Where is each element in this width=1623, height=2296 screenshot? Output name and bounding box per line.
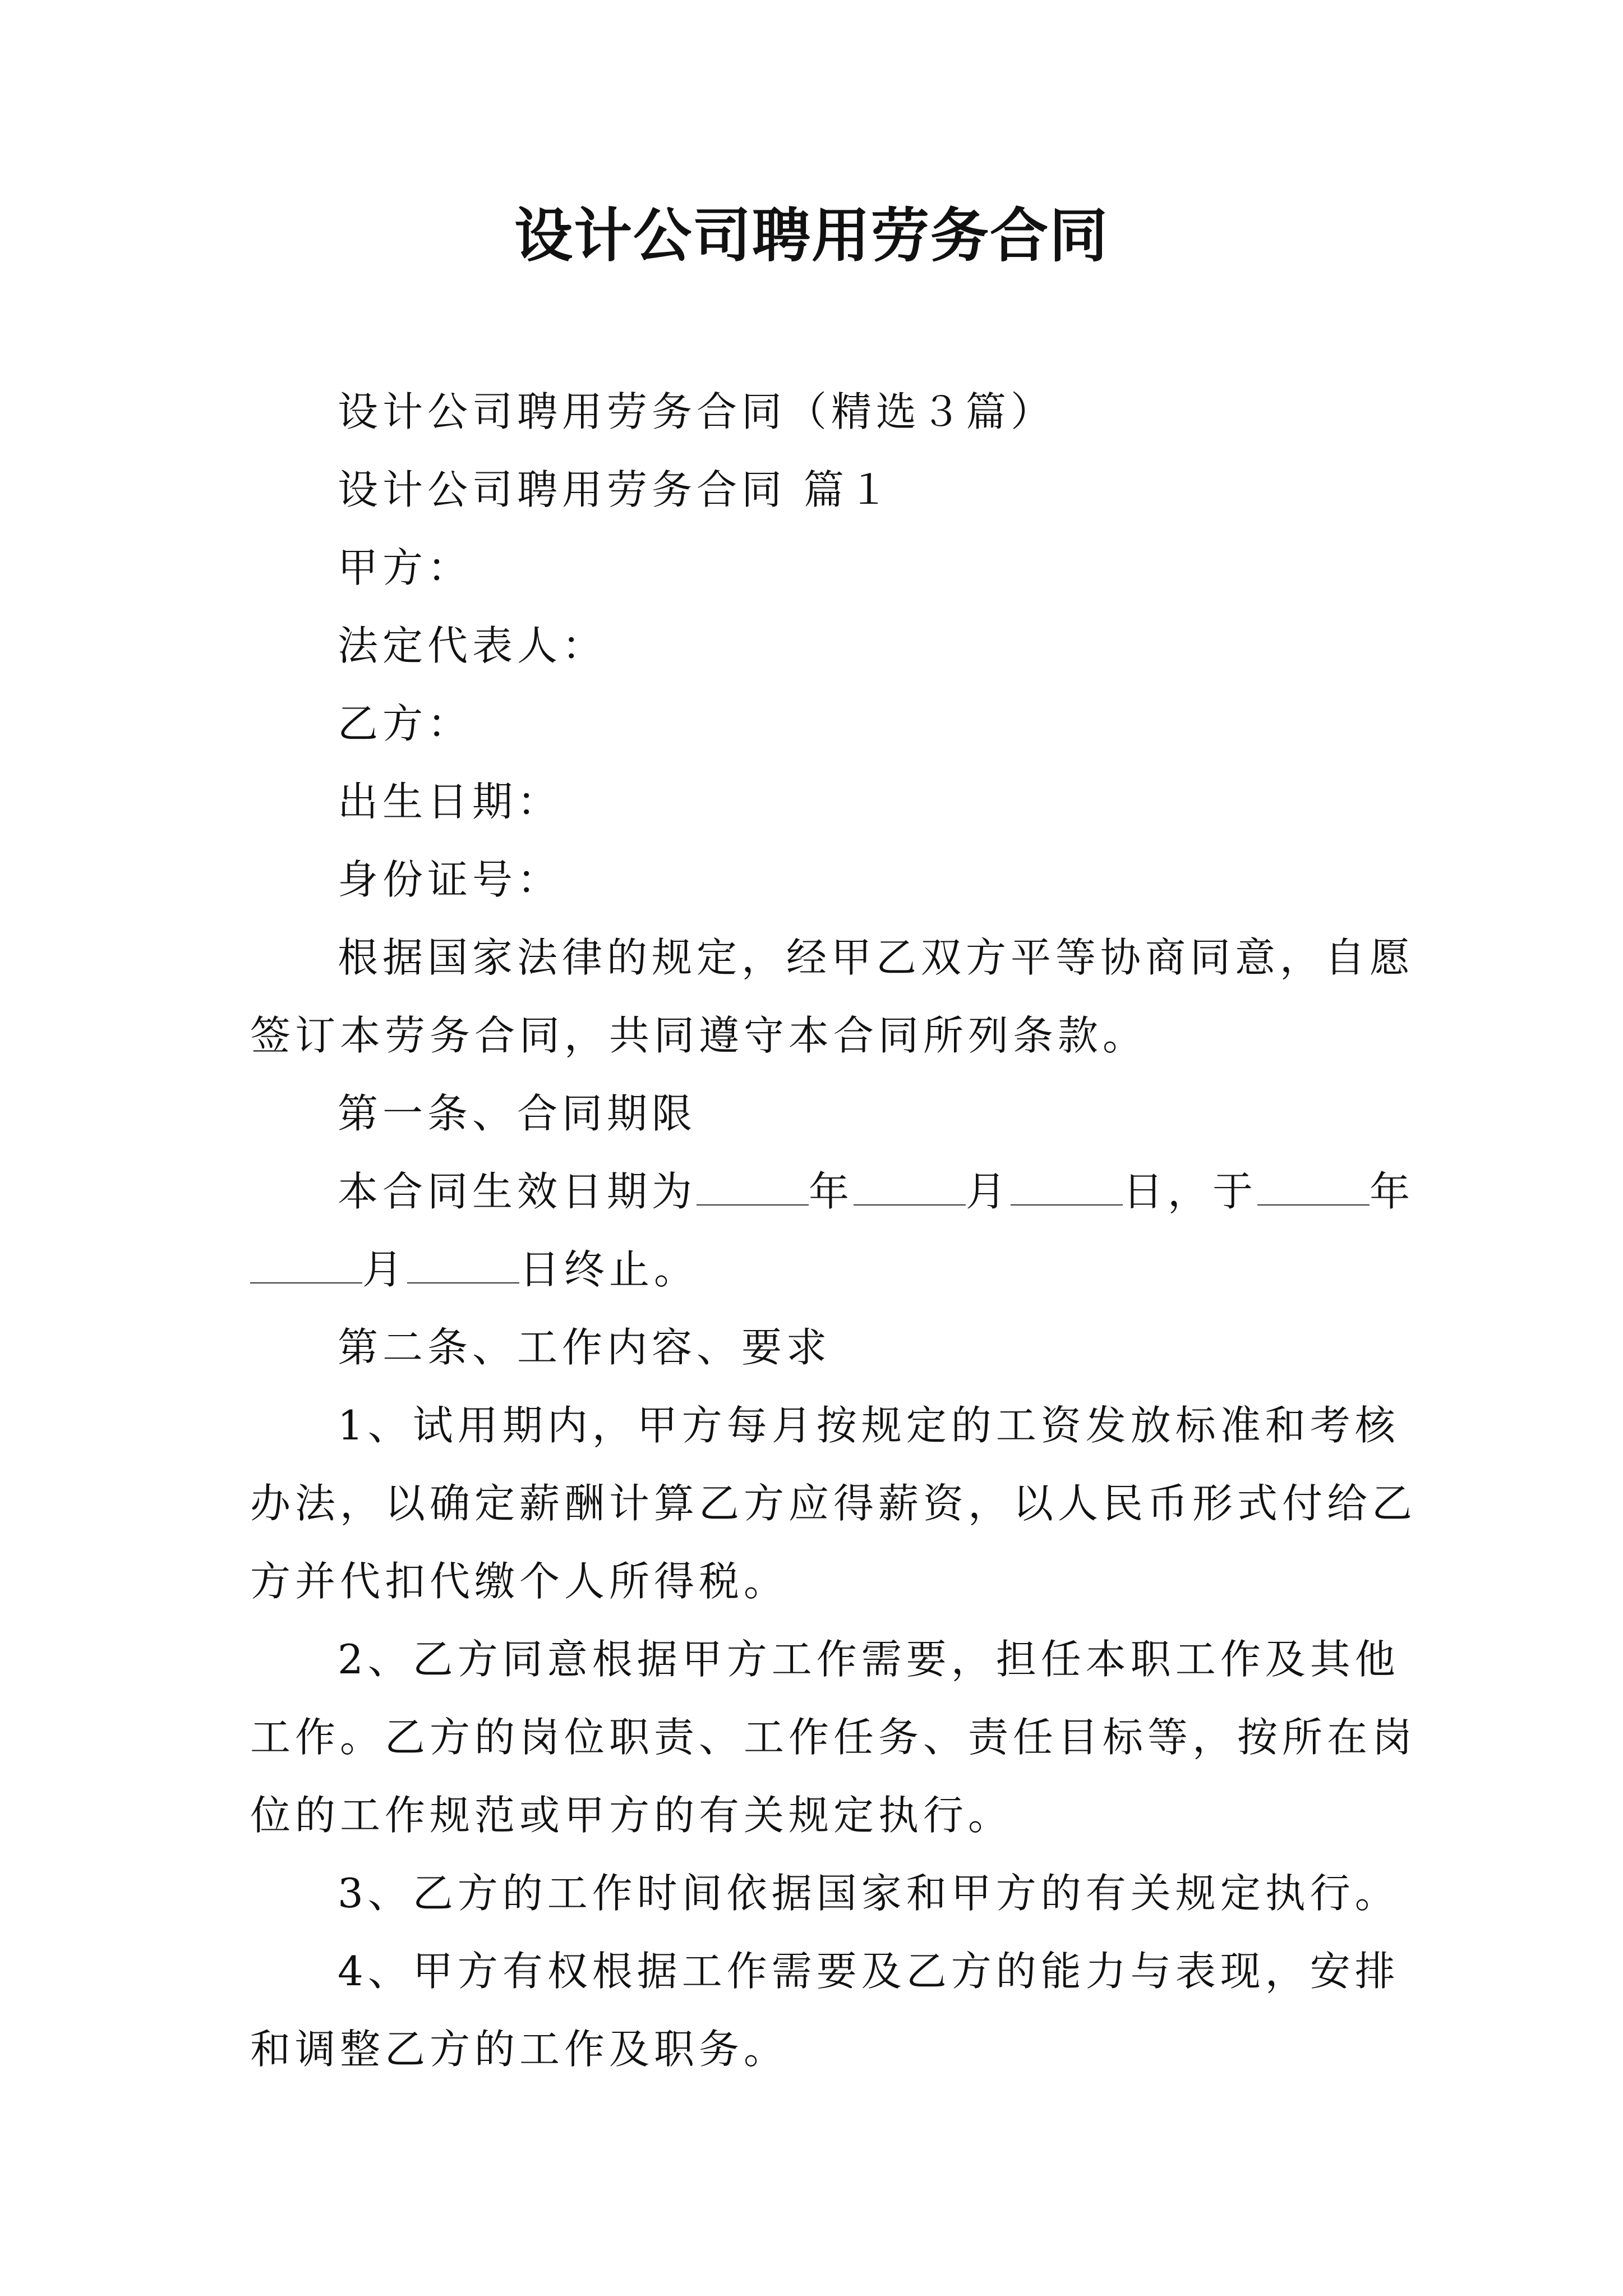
blank-end-day [407, 1250, 519, 1283]
field-id-number: 身份证号： [338, 856, 562, 903]
field-party-b: 乙方： [338, 700, 473, 747]
article-1-line-1 [250, 1153, 1415, 1231]
month-label: 月 [966, 1168, 1011, 1215]
blank-end-month [250, 1250, 362, 1283]
item-3-line-1: 3、乙方的工作时间依据国家和甲方的有关规定执行。 [338, 1870, 1400, 1917]
item-2-line-1: 2、乙方同意根据甲方工作需要，担任本职工作及其他 [338, 1636, 1400, 1683]
article-1-prefix: 本合同生效日期为 [338, 1168, 697, 1215]
subtitle: 设计公司聘用劳务合同（精选３篇） [338, 388, 1056, 435]
item-2-line-2: 工作。乙方的岗位职责、工作任务、责任目标等，按所在岗 [250, 1714, 1417, 1761]
item-2-line-3: 位的工作规范或甲方的有关规定执行。 [250, 1792, 1013, 1839]
item-4-line-2: 和调整乙方的工作及职务。 [250, 2026, 789, 2073]
blank-end-year [1257, 1172, 1370, 1205]
article-1-heading: 第一条、合同期限 [338, 1090, 697, 1137]
blank-start-day [1011, 1172, 1123, 1205]
day-end-label: 日终止。 [519, 1246, 699, 1293]
day-comma-label: 日，于 [1123, 1168, 1258, 1215]
month-label-2: 月 [362, 1246, 408, 1293]
blank-start-year [697, 1172, 809, 1205]
item-1-line-1: 1、试用期内，甲方每月按规定的工资发放标准和考核 [338, 1402, 1400, 1449]
field-party-a: 甲方： [338, 544, 473, 591]
preamble-line-2: 签订本劳务合同，共同遵守本合同所列条款。 [250, 1012, 1148, 1059]
field-legal-rep: 法定代表人： [338, 622, 607, 669]
article-2-heading: 第二条、工作内容、要求 [338, 1324, 832, 1371]
field-birth-date: 出生日期： [338, 778, 562, 825]
blank-start-month [854, 1172, 966, 1205]
year-label-2: 年 [1370, 1168, 1415, 1215]
item-4-line-1: 4、甲方有权根据工作需要及乙方的能力与表现，安排 [338, 1948, 1400, 1995]
part-heading: 设计公司聘用劳务合同 篇１ [338, 466, 893, 513]
article-1-line-2 [250, 1231, 1389, 1309]
document-title: 设计公司聘用劳务合同 [514, 201, 1109, 270]
document-body [250, 373, 1417, 2088]
item-1-line-2: 办法，以确定薪酬计算乙方应得薪资，以人民币形式付给乙 [250, 1480, 1417, 1527]
preamble-line-1: 根据国家法律的规定，经甲乙双方平等协商同意，自愿 [338, 934, 1415, 981]
year-label: 年 [809, 1168, 854, 1215]
item-1-line-3: 方并代扣代缴个人所得税。 [250, 1558, 789, 1605]
